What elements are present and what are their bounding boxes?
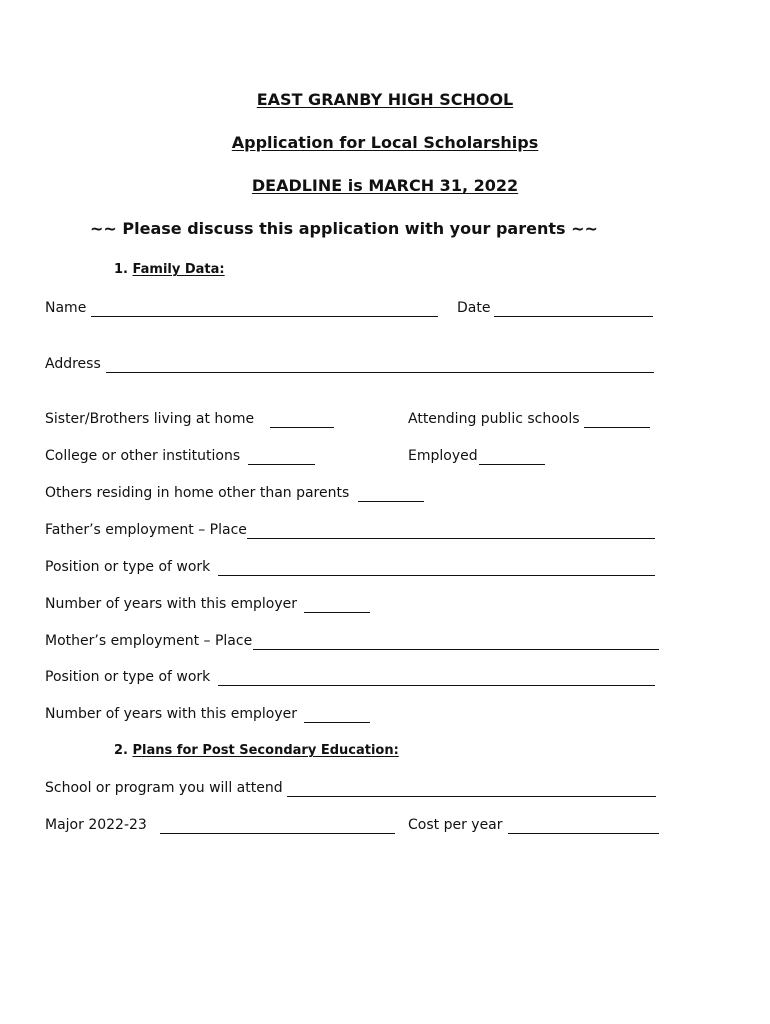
school-program-field[interactable]	[287, 796, 656, 797]
parents-note: ~~ Please discuss this application with your parents ~~	[90, 219, 598, 238]
cost-field[interactable]	[508, 833, 659, 834]
address-field[interactable]	[106, 372, 654, 373]
father-place-label: Father’s employment – Place	[45, 522, 247, 538]
name-field[interactable]	[91, 316, 438, 317]
mother-position-label: Position or type of work	[45, 669, 211, 685]
section-2-heading	[114, 743, 399, 758]
father-place-field[interactable]	[247, 538, 655, 539]
mother-years-field[interactable]	[304, 722, 370, 723]
form-title: Application for Local Scholarships	[231, 133, 539, 152]
father-years-label: Number of years with this employer	[45, 596, 298, 612]
father-position-field[interactable]	[218, 575, 655, 576]
section-1-number: 1.	[114, 262, 128, 277]
section-2-title: Plans for Post Secondary Education:	[132, 743, 399, 758]
major-label: Major 2022-23	[45, 817, 147, 833]
section-1-title: Family Data:	[132, 262, 225, 277]
date-label: Date	[457, 300, 491, 316]
employed-field[interactable]	[479, 464, 545, 465]
address-label: Address	[45, 356, 101, 372]
others-home-field[interactable]	[358, 501, 424, 502]
date-field[interactable]	[494, 316, 653, 317]
cost-label: Cost per year	[408, 817, 503, 833]
section-2-number: 2.	[114, 743, 128, 758]
mother-years-label: Number of years with this employer	[45, 706, 298, 722]
school-program-label: School or program you will attend	[45, 780, 283, 796]
major-field[interactable]	[160, 833, 395, 834]
mother-position-field[interactable]	[218, 685, 655, 686]
public-schools-field[interactable]	[584, 427, 650, 428]
public-schools-label: Attending public schools	[408, 411, 580, 427]
mother-place-label: Mother’s employment – Place	[45, 633, 253, 649]
siblings-home-label: Sister/Brothers living at home	[45, 411, 255, 427]
college-field[interactable]	[248, 464, 315, 465]
deadline: DEADLINE is MARCH 31, 2022	[251, 176, 519, 195]
employed-label: Employed	[408, 448, 478, 464]
others-home-label: Others residing in home other than parents	[45, 485, 350, 501]
mother-place-field[interactable]	[253, 649, 659, 650]
college-label: College or other institutions	[45, 448, 241, 464]
section-1-heading	[114, 262, 225, 277]
father-years-field[interactable]	[304, 612, 370, 613]
name-label: Name	[45, 300, 87, 316]
school-name: EAST GRANBY HIGH SCHOOL	[256, 90, 514, 109]
father-position-label: Position or type of work	[45, 559, 211, 575]
siblings-home-field[interactable]	[270, 427, 334, 428]
